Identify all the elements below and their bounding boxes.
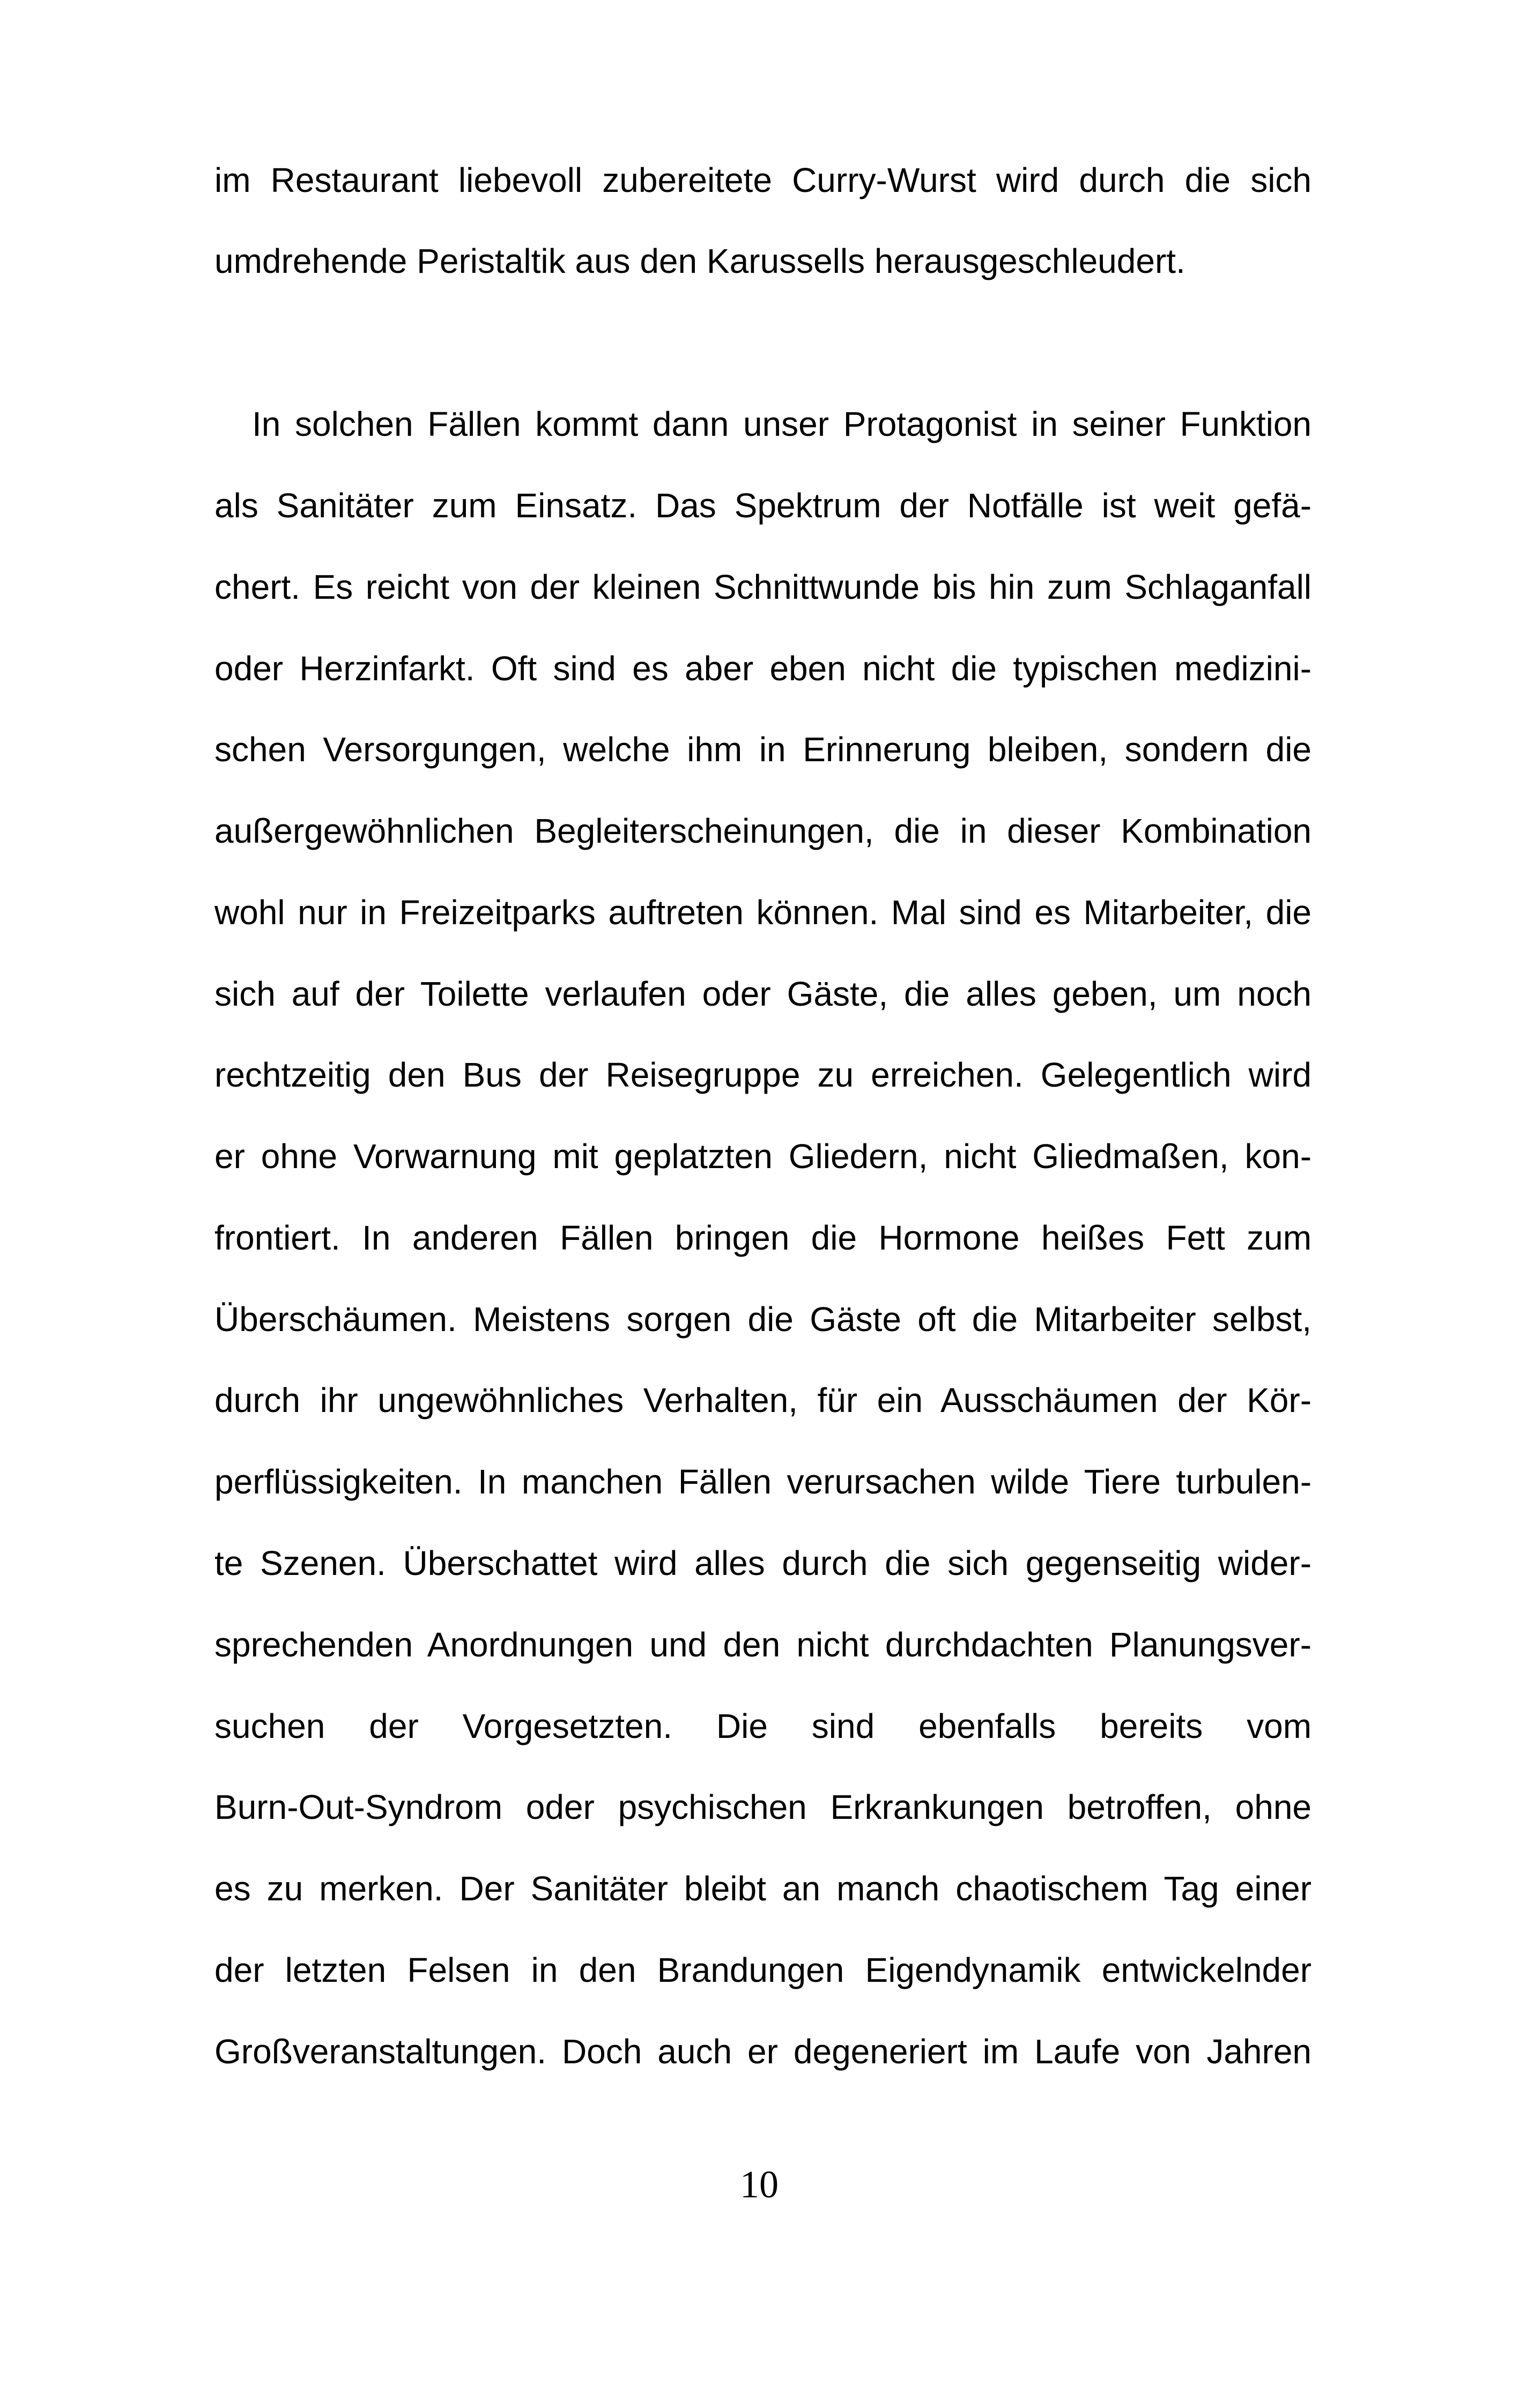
- text-line: chert. Es reicht von der kleinen Schnittwunde bis hin zum Schlaganfall: [214, 568, 1311, 606]
- text-line: schen Versorgungen, welche ihm in Erinnerung bleiben, sondern die: [214, 730, 1311, 769]
- text-line: suchen der Vorgesetzten. Die sind ebenfalls bereits vom: [214, 1707, 1311, 1745]
- text-line: te Szenen. Überschattet wird alles durch die sich gegenseitig wider-: [214, 1544, 1311, 1582]
- text-line: im Restaurant liebevoll zubereitete Curry-Wurst wird durch die sich: [214, 161, 1311, 199]
- text-line: umdrehende Peristaltik aus den Karussells herausgeschleudert.: [214, 242, 1185, 280]
- text-line: als Sanitäter zum Einsatz. Das Spektrum der Notfälle ist weit gefä-: [214, 486, 1311, 525]
- text-line: oder Herzinfarkt. Oft sind es aber eben nicht die typischen medizini-: [214, 649, 1311, 688]
- text-line: rechtzeitig den Bus der Reisegruppe zu erreichen. Gelegentlich wird: [214, 1056, 1311, 1094]
- text-line: perflüssigkeiten. In manchen Fällen verursachen wilde Tiere turbulen-: [214, 1462, 1311, 1501]
- text-line: sich auf der Toilette verlaufen oder Gäste, die alles geben, um noch: [214, 975, 1311, 1013]
- text-line: wohl nur in Freizeitparks auftreten können. Mal sind es Mitarbeiter, die: [214, 893, 1311, 932]
- text-line: Burn-Out-Syndrom oder psychischen Erkrankungen betroffen, ohne: [214, 1788, 1311, 1826]
- page-number: 10: [740, 2163, 779, 2206]
- text-line: der letzten Felsen in den Brandungen Eigendynamik entwickelnder: [214, 1951, 1311, 1989]
- text-line: er ohne Vorwarnung mit geplatzten Gliedern, nicht Gliedmaßen, kon-: [214, 1137, 1311, 1176]
- text-line: es zu merken. Der Sanitäter bleibt an manch chaotischem Tag einer: [214, 1869, 1311, 1908]
- text-line: frontiert. In anderen Fällen bringen die Hormone heißes Fett zum: [214, 1218, 1311, 1257]
- text-line: In solchen Fällen kommt dann unser Protagonist in seiner Funktion: [252, 405, 1311, 443]
- text-line: sprechenden Anordnungen und den nicht durchdachten Planungsver-: [214, 1625, 1311, 1664]
- text-line: Überschäumen. Meistens sorgen die Gäste oft die Mitarbeiter selbst,: [214, 1300, 1311, 1339]
- text-line: Großveranstaltungen. Doch auch er degeneriert im Laufe von Jahren: [214, 2032, 1311, 2071]
- text-line: außergewöhnlichen Begleiterscheinungen, die in dieser Kombination: [214, 812, 1311, 850]
- text-line: durch ihr ungewöhnliches Verhalten, für ein Ausschäumen der Kör-: [214, 1381, 1311, 1419]
